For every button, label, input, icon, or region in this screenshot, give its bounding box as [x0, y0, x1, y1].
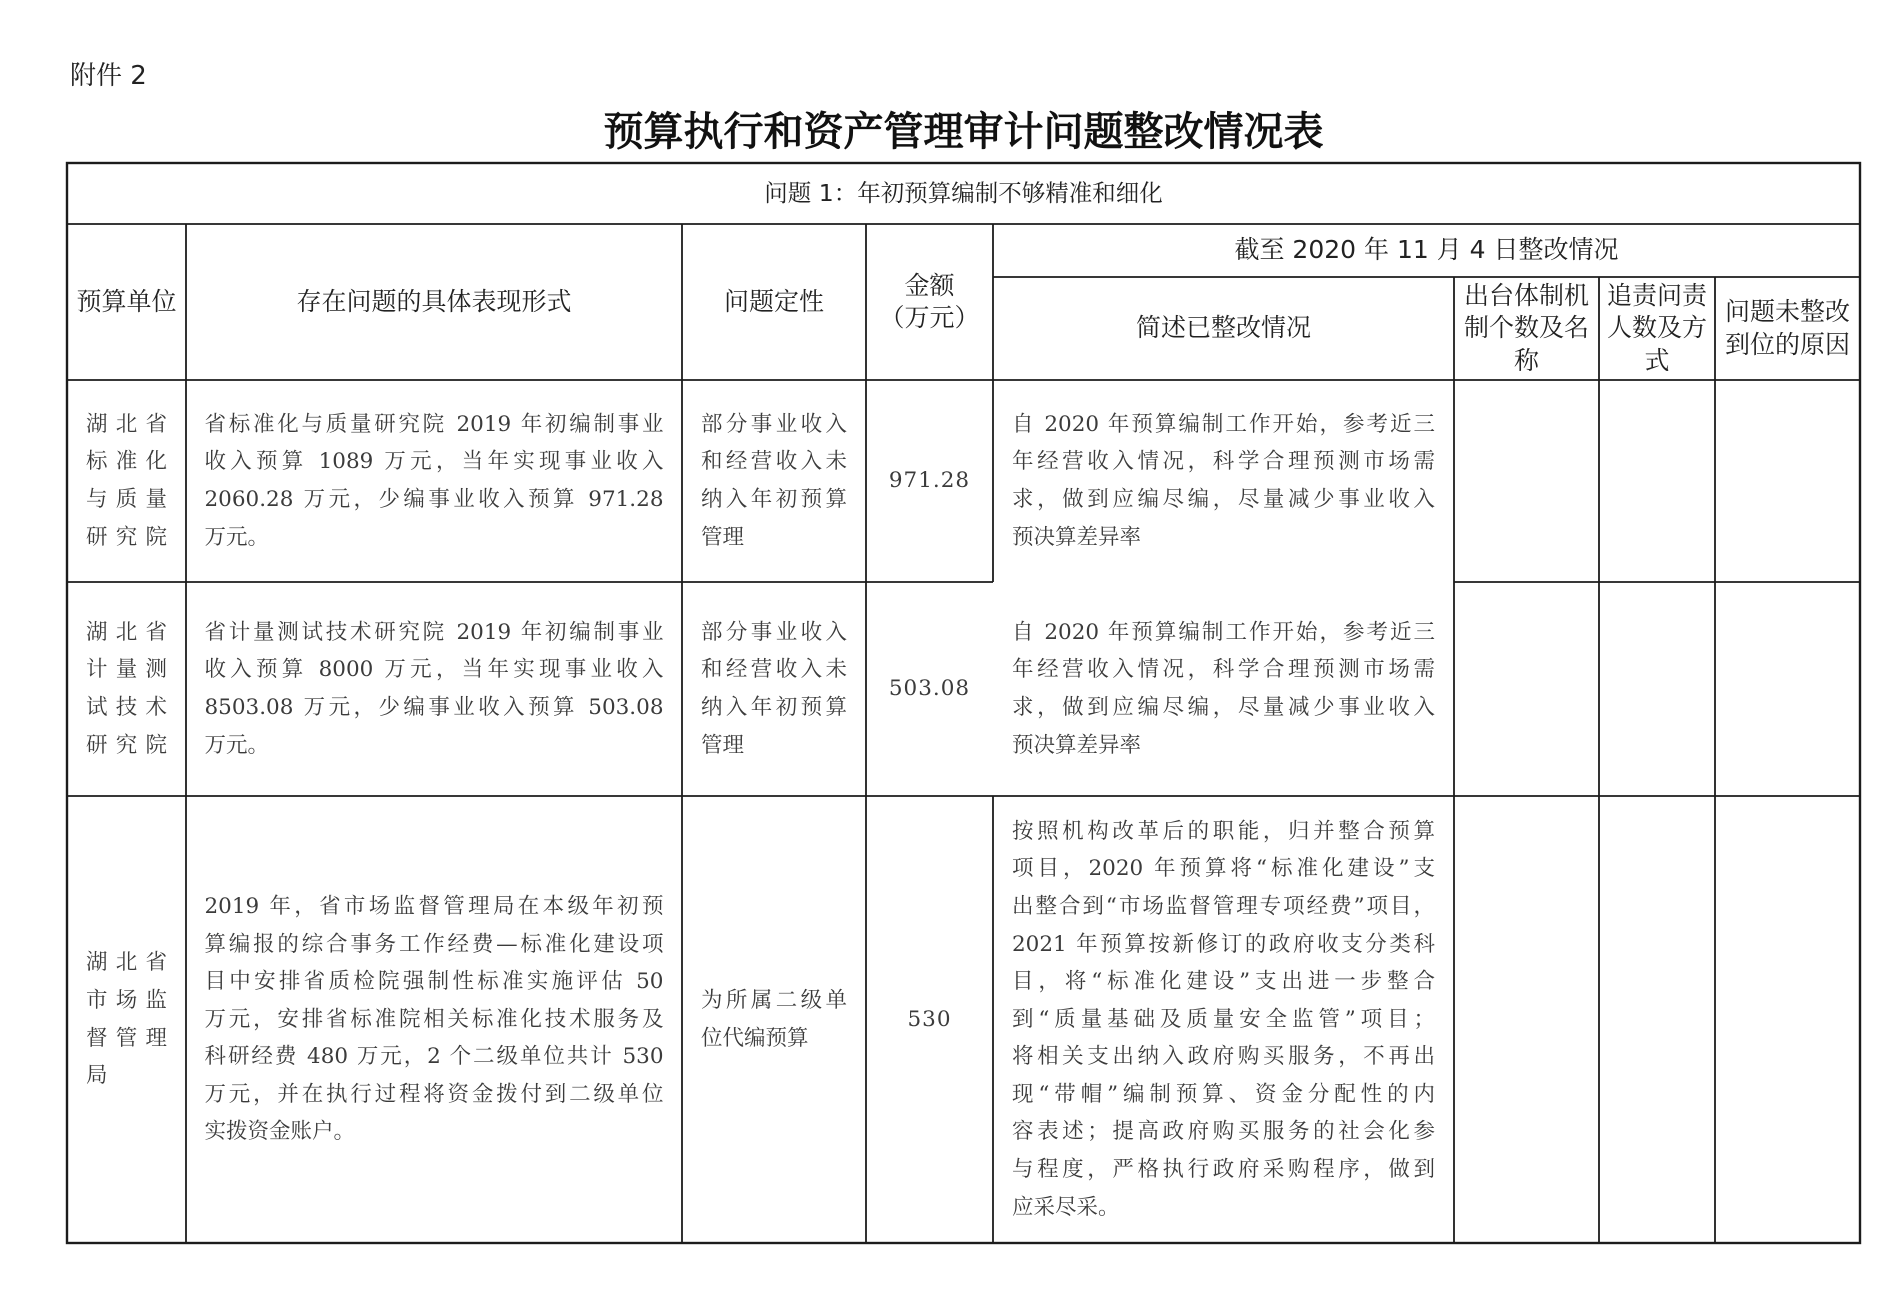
text-line: 湖北省: [86, 619, 167, 645]
text-line: 试技术: [86, 695, 167, 720]
text-line: 位代编预算: [701, 1025, 809, 1051]
header-label: 问题定性: [723, 286, 824, 316]
header-mechanisms: [1454, 277, 1599, 380]
text-line: 万元，安排省标准院相关标准化技术服务及: [204, 1006, 664, 1032]
text-line: 应采尽采。: [1012, 1194, 1120, 1220]
text-line: 部分事业收入: [701, 411, 847, 437]
text-line: 2060.28 万元，少编事业收入预算 971.28: [204, 487, 664, 512]
header-label-line: 追责问责: [1606, 280, 1707, 310]
text-line: 万元。: [204, 732, 270, 758]
header-label: 存在问题的具体表现形式: [296, 286, 572, 316]
text-line: 预决算差异率: [1012, 732, 1142, 758]
table-row: [0, 380, 1901, 582]
issue-heading: 问题 1：年初预算编制不够精准和细化: [764, 179, 1163, 207]
cell-amount: [866, 582, 993, 796]
text-line: 求，做到应编尽编，尽量减少事业收入: [1012, 487, 1435, 512]
text-line: 省标准化与质量研究院 2019 年初编制事业: [204, 411, 664, 437]
cell-unit: [67, 380, 186, 582]
text-line: 2021 年预算按新修订的政府收支分类科: [1012, 931, 1435, 957]
header-nature: [682, 224, 866, 380]
text-line: 计量测: [86, 657, 167, 683]
text-line: 2019 年，省市场监督管理局在本级年初预: [204, 893, 664, 919]
header-label: 截至 2020 年 11 月 4 日整改情况: [1234, 235, 1619, 265]
cell-nature: [682, 796, 866, 1243]
text-line: 收入预算 8000 万元，当年实现事业收入: [204, 657, 664, 683]
text-line: 8503.08 万元，少编事业收入预算 503.08: [204, 695, 664, 720]
text-line: 到“质量基础及质量安全监管”项目；: [1012, 1006, 1435, 1032]
header-unit-note: （万元）: [879, 303, 980, 332]
text-line: 为所属二级单: [701, 987, 847, 1013]
cell-amount: [866, 796, 993, 1243]
text-line: 容表述；提高政府购买服务的社会化参: [1012, 1119, 1435, 1145]
amount-value: 530: [907, 1006, 952, 1032]
text-line: 与程度，严格执行政府采购程序，做到: [1012, 1157, 1435, 1183]
text-line: 自 2020 年预算编制工作开始，参考近三: [1012, 619, 1435, 645]
text-line: 年经营收入情况，科学合理预测市场需: [1012, 449, 1435, 475]
cell-unit: [67, 582, 186, 796]
text-line: 科研经费 480 万元，2 个二级单位共计 530: [204, 1044, 664, 1070]
attachment-label: 附件 2: [70, 61, 147, 91]
table-row: [0, 582, 1901, 796]
header-label: 简述已整改情况: [1135, 313, 1311, 343]
text-line: 实拨资金账户。: [204, 1119, 356, 1145]
text-line: 省计量测试技术研究院 2019 年初编制事业: [204, 619, 664, 645]
text-line: 部分事业收入: [701, 619, 847, 645]
text-line: 目中安排省质检院强制性标准实施评估 50: [204, 969, 664, 995]
header-status-group: [993, 224, 1860, 277]
text-line: 市场监: [86, 987, 167, 1013]
table-row: [0, 796, 1901, 1243]
header-amount: [866, 224, 993, 380]
cell-amount: [866, 380, 993, 582]
text-line: 按照机构改革后的职能，归并整合预算: [1012, 818, 1435, 844]
header-label-line: 称: [1513, 345, 1539, 375]
header-label-line: 问题未整改: [1724, 297, 1850, 326]
text-line: 局: [86, 1063, 108, 1089]
cell-manifestation: [186, 796, 682, 1243]
cell-summary: [993, 796, 1454, 1243]
text-line: 研究院: [86, 524, 167, 550]
cell-nature: [682, 380, 866, 582]
header-unresolved-reason: [1715, 277, 1860, 380]
cell-summary: [993, 582, 1454, 796]
cell-nature: [682, 582, 866, 796]
text-line: 出整合到“市场监督管理专项经费”项目，: [1012, 893, 1435, 919]
text-line: 管理: [701, 524, 745, 550]
header-accountability: [1599, 277, 1715, 380]
text-line: 收入预算 1089 万元，当年实现事业收入: [204, 449, 664, 475]
text-line: 万元，并在执行过程将资金拨付到二级单位: [204, 1081, 664, 1107]
page-title: 预算执行和资产管理审计问题整改情况表: [603, 108, 1324, 155]
header-manifestation: [186, 224, 682, 380]
amount-value: 503.08: [888, 676, 971, 702]
text-line: 项目，2020 年预算将“标准化建设”支: [1012, 856, 1435, 882]
text-line: 目，将“标准化建设”支出进一步整合: [1012, 969, 1435, 995]
cell-manifestation: [186, 380, 682, 582]
cell-unit: [67, 796, 186, 1243]
text-line: 万元。: [204, 524, 270, 550]
text-line: 现“带帽”编制预算、资金分配性的内: [1012, 1081, 1435, 1107]
header-label-line: 式: [1644, 345, 1670, 375]
text-line: 预决算差异率: [1012, 524, 1142, 550]
text-line: 自 2020 年预算编制工作开始，参考近三: [1012, 411, 1435, 437]
text-line: 算编报的综合事务工作经费—标准化建设项: [204, 931, 664, 957]
header-unit: [67, 224, 186, 380]
text-line: 湖北省: [86, 950, 167, 976]
amount-value: 971.28: [888, 468, 971, 494]
text-line: 和经营收入未: [701, 449, 847, 475]
header-label-line: 人数及方: [1606, 313, 1707, 343]
text-line: 督管理: [86, 1025, 167, 1051]
header-label-line: 制个数及名: [1463, 313, 1589, 343]
text-line: 标准化: [86, 449, 167, 475]
text-line: 湖北省: [86, 411, 167, 437]
header-label: 预算单位: [76, 286, 177, 316]
text-line: 与质量: [86, 487, 167, 512]
text-line: 和经营收入未: [701, 657, 847, 683]
text-line: 纳入年初预算: [701, 695, 847, 720]
text-line: 求，做到应编尽编，尽量减少事业收入: [1012, 695, 1435, 720]
text-line: 研究院: [86, 732, 167, 758]
text-line: 纳入年初预算: [701, 487, 847, 512]
header-label-line: 到位的原因: [1724, 329, 1850, 359]
header-label: 金额: [904, 270, 955, 300]
text-line: 年经营收入情况，科学合理预测市场需: [1012, 657, 1435, 683]
header-summary: [993, 277, 1454, 380]
cell-manifestation: [186, 582, 682, 796]
text-line: 将相关支出纳入政府购买服务，不再出: [1012, 1044, 1435, 1070]
header-label-line: 出台体制机: [1463, 280, 1589, 310]
cell-summary: [993, 380, 1454, 582]
text-line: 管理: [701, 732, 745, 758]
